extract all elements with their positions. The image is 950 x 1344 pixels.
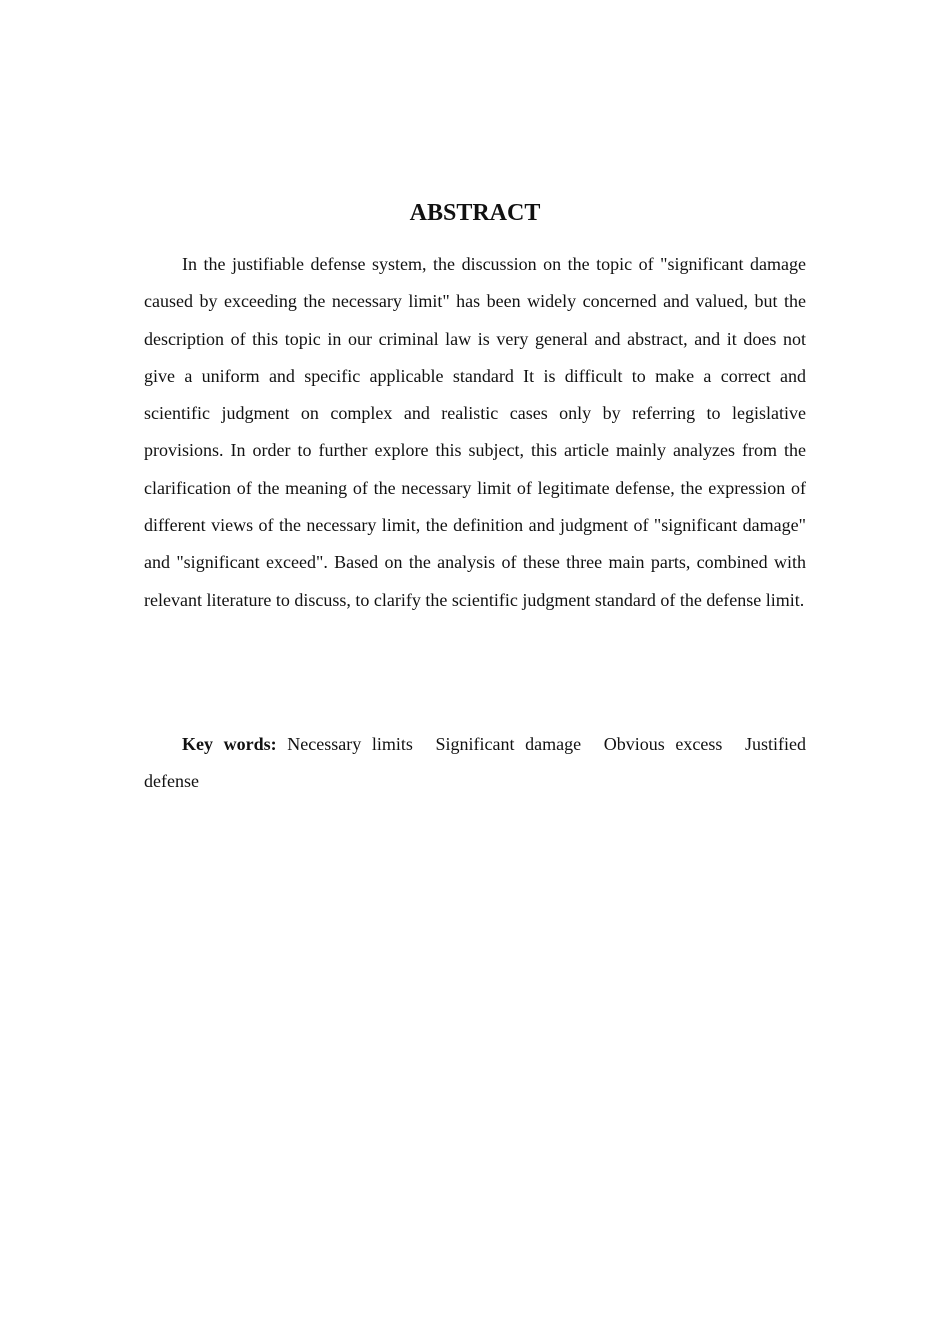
keywords-label: Key words: bbox=[182, 734, 277, 754]
keyword-term: Significant damage bbox=[435, 734, 582, 754]
abstract-paragraph: In the justifiable defense system, the discussion on the topic of "significant damage caused by exceeding the necessary limit" has been widely concerned and valued, but the description of this topic in our criminal law is very general and abstract, and it does not give a uniform and specific applicable standard It is difficult to make a correct and scientific judgment on complex and realistic cases only by referring to legislative provisions. In order to further explore this subject, this article mainly analyzes from the clarification of the meaning of the necessary limit of legitimate defense, the expression of different views of the necessary limit, the definition and judgment of "significant damage" and "significant exceed". Based on the analysis of these three main parts, combined with relevant literature to discuss, to clarify the scientific judgment standard of the defense limit. bbox=[144, 254, 806, 610]
keyword-term: Obvious excess bbox=[603, 734, 723, 754]
keyword-term: Justified defense bbox=[144, 734, 807, 792]
keywords-line bbox=[144, 726, 806, 801]
keyword-term: Necessary limits bbox=[287, 734, 413, 754]
page-title: ABSTRACT bbox=[409, 200, 541, 226]
